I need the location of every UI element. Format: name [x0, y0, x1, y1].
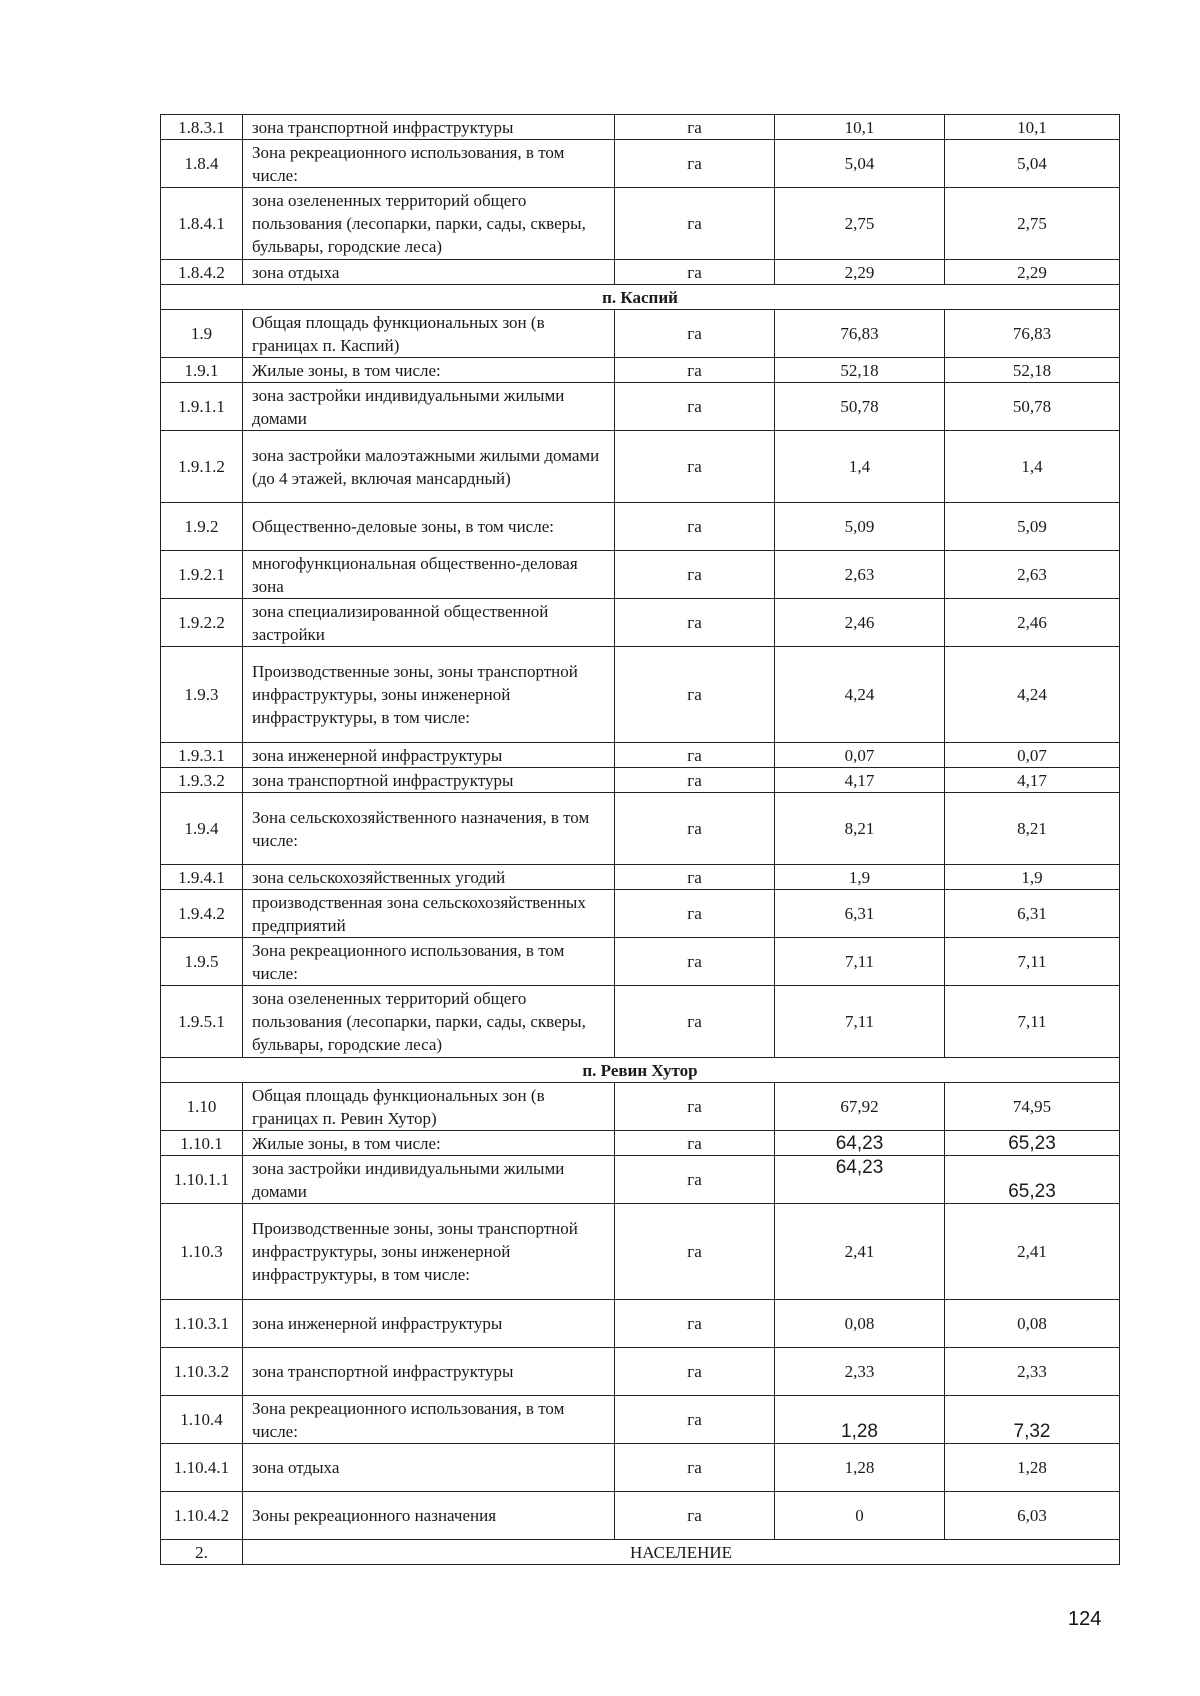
- row-name: Общественно-деловые зоны, в том числе:: [243, 503, 615, 551]
- row-number: 1.10.3.2: [161, 1348, 243, 1396]
- row-unit: га: [615, 793, 775, 865]
- row-unit: га: [615, 1300, 775, 1348]
- row-name: многофункциональная общественно-деловая зона: [243, 551, 615, 599]
- row-number: 1.10.4.1: [161, 1444, 243, 1492]
- row-unit: га: [615, 551, 775, 599]
- row-name: Производственные зоны, зоны транспортной инфраструктуры, зоны инженерной инфраструктуры, в том числе:: [243, 1204, 615, 1300]
- section-row: [161, 1058, 1120, 1083]
- row-name: Производственные зоны, зоны транспортной инфраструктуры, зоны инженерной инфраструктуры, в том числе:: [243, 647, 615, 743]
- table-row: [161, 986, 1120, 1058]
- row-unit: га: [615, 358, 775, 383]
- row-name: зона отдыха: [243, 260, 615, 285]
- row-value-1: 2,75: [775, 188, 945, 260]
- row-name: зона застройки индивидуальными жилыми домами: [243, 1156, 615, 1204]
- row-value-1: 52,18: [775, 358, 945, 383]
- table-row: [161, 1444, 1120, 1492]
- row-value-1: 76,83: [775, 310, 945, 358]
- row-value-1: 1,9: [775, 865, 945, 890]
- row-value-1: 7,11: [775, 938, 945, 986]
- table-row: [161, 310, 1120, 358]
- row-unit: га: [615, 938, 775, 986]
- row-value-1: 0: [775, 1492, 945, 1540]
- row-number: 1.9.4.1: [161, 865, 243, 890]
- row-number: 1.10.1: [161, 1131, 243, 1156]
- row-number: 1.8.4: [161, 140, 243, 188]
- row-unit: га: [615, 1348, 775, 1396]
- row-unit: га: [615, 1204, 775, 1300]
- row-name: Жилые зоны, в том числе:: [243, 1131, 615, 1156]
- row-name: зона отдыха: [243, 1444, 615, 1492]
- row-value-2: 2,75: [945, 188, 1120, 260]
- row-value-2: 6,03: [945, 1492, 1120, 1540]
- row-name: зона сельскохозяйственных угодий: [243, 865, 615, 890]
- row-value-1: 10,1: [775, 115, 945, 140]
- row-value-2: 50,78: [945, 383, 1120, 431]
- row-unit: га: [615, 1444, 775, 1492]
- table-row: [161, 743, 1120, 768]
- row-name: зона озелененных территорий общего пользования (лесопарки, парки, сады, скверы, бульвары, городские леса): [243, 188, 615, 260]
- row-name: Зона рекреационного использования, в том числе:: [243, 1396, 615, 1444]
- table-row: [161, 551, 1120, 599]
- row-unit: га: [615, 260, 775, 285]
- row-value-2: 1,28: [945, 1444, 1120, 1492]
- row-unit: га: [615, 188, 775, 260]
- row-value-2: 74,95: [945, 1083, 1120, 1131]
- table-row: [161, 115, 1120, 140]
- table-row: [161, 938, 1120, 986]
- row-value-2: 2,63: [945, 551, 1120, 599]
- row-value-2: 7,11: [945, 938, 1120, 986]
- row-value-1: 0,08: [775, 1300, 945, 1348]
- row-name: Зона рекреационного использования, в том числе:: [243, 140, 615, 188]
- row-value-1: 4,17: [775, 768, 945, 793]
- row-number: 1.10: [161, 1083, 243, 1131]
- row-value-1: 2,29: [775, 260, 945, 285]
- heading-title: НАСЕЛЕНИЕ: [243, 1540, 1120, 1565]
- row-value-1: 2,46: [775, 599, 945, 647]
- row-name: зона транспортной инфраструктуры: [243, 768, 615, 793]
- row-unit: га: [615, 310, 775, 358]
- row-number: 1.9.5: [161, 938, 243, 986]
- row-unit: га: [615, 115, 775, 140]
- row-name: Общая площадь функциональных зон (в границах п. Ревин Хутор): [243, 1083, 615, 1131]
- row-value-1: 2,33: [775, 1348, 945, 1396]
- row-number: 1.10.4.2: [161, 1492, 243, 1540]
- row-unit: га: [615, 431, 775, 503]
- row-number: 1.9.2.2: [161, 599, 243, 647]
- table-row: [161, 1300, 1120, 1348]
- row-number: 1.9.5.1: [161, 986, 243, 1058]
- row-value-2: 0,07: [945, 743, 1120, 768]
- row-number: 1.10.3.1: [161, 1300, 243, 1348]
- row-name: Зона рекреационного использования, в том числе:: [243, 938, 615, 986]
- row-number: 2.: [161, 1540, 243, 1565]
- row-number: 1.9.2.1: [161, 551, 243, 599]
- row-name: зона транспортной инфраструктуры: [243, 115, 615, 140]
- row-value-2: 4,17: [945, 768, 1120, 793]
- table-row: [161, 890, 1120, 938]
- table-row: [161, 358, 1120, 383]
- row-unit: га: [615, 768, 775, 793]
- row-value-2: 5,09: [945, 503, 1120, 551]
- row-value-2: 2,29: [945, 260, 1120, 285]
- section-title: п. Каспий: [161, 285, 1120, 310]
- row-number: 1.10.1.1: [161, 1156, 243, 1204]
- row-number: 1.9.3.2: [161, 768, 243, 793]
- row-value-1: 6,31: [775, 890, 945, 938]
- row-value-2: 6,31: [945, 890, 1120, 938]
- row-value-2: 65,23: [945, 1156, 1120, 1204]
- row-unit: га: [615, 890, 775, 938]
- table-row: [161, 140, 1120, 188]
- row-number: 1.10.4: [161, 1396, 243, 1444]
- table-row: [161, 1348, 1120, 1396]
- row-value-1: 64,23: [775, 1131, 945, 1156]
- row-name: зона озелененных территорий общего пользования (лесопарки, парки, сады, скверы, бульвары, городские леса): [243, 986, 615, 1058]
- row-value-1: 2,41: [775, 1204, 945, 1300]
- table-row: [161, 503, 1120, 551]
- row-value-1: 8,21: [775, 793, 945, 865]
- row-value-1: 5,09: [775, 503, 945, 551]
- row-value-2: 1,4: [945, 431, 1120, 503]
- row-name: зона застройки малоэтажными жилыми домами (до 4 этажей, включая мансардный): [243, 431, 615, 503]
- table-row: [161, 260, 1120, 285]
- row-number: 1.9.2: [161, 503, 243, 551]
- heading-row: [161, 1540, 1120, 1565]
- row-number: 1.8.4.1: [161, 188, 243, 260]
- row-number: 1.9.3.1: [161, 743, 243, 768]
- row-number: 1.10.3: [161, 1204, 243, 1300]
- row-value-1: 1,28: [775, 1396, 945, 1444]
- row-value-1: 7,11: [775, 986, 945, 1058]
- row-value-1: 67,92: [775, 1083, 945, 1131]
- row-unit: га: [615, 383, 775, 431]
- row-number: 1.9.1: [161, 358, 243, 383]
- row-unit: га: [615, 140, 775, 188]
- row-number: 1.9: [161, 310, 243, 358]
- row-name: зона застройки индивидуальными жилыми домами: [243, 383, 615, 431]
- row-value-1: 50,78: [775, 383, 945, 431]
- row-value-2: 2,46: [945, 599, 1120, 647]
- row-name: зона инженерной инфраструктуры: [243, 743, 615, 768]
- row-value-1: 1,28: [775, 1444, 945, 1492]
- row-unit: га: [615, 503, 775, 551]
- row-unit: га: [615, 1156, 775, 1204]
- row-unit: га: [615, 1131, 775, 1156]
- row-value-2: 2,33: [945, 1348, 1120, 1396]
- row-number: 1.9.4.2: [161, 890, 243, 938]
- table-row: [161, 1083, 1120, 1131]
- row-name: зона транспортной инфраструктуры: [243, 1348, 615, 1396]
- section-row: [161, 285, 1120, 310]
- row-unit: га: [615, 986, 775, 1058]
- row-value-2: 7,32: [945, 1396, 1120, 1444]
- row-value-1: 2,63: [775, 551, 945, 599]
- table-row: [161, 647, 1120, 743]
- table-row: [161, 1131, 1120, 1156]
- row-name: зона инженерной инфраструктуры: [243, 1300, 615, 1348]
- row-value-2: 76,83: [945, 310, 1120, 358]
- table-row: [161, 793, 1120, 865]
- row-number: 1.8.3.1: [161, 115, 243, 140]
- row-unit: га: [615, 865, 775, 890]
- row-name: производственная зона сельскохозяйственных предприятий: [243, 890, 615, 938]
- row-value-1: 0,07: [775, 743, 945, 768]
- row-value-2: 7,11: [945, 986, 1120, 1058]
- row-value-2: 52,18: [945, 358, 1120, 383]
- row-value-1: 64,23: [775, 1156, 945, 1204]
- table-row: [161, 768, 1120, 793]
- table-row: [161, 1156, 1120, 1204]
- row-name: Жилые зоны, в том числе:: [243, 358, 615, 383]
- row-value-2: 0,08: [945, 1300, 1120, 1348]
- row-number: 1.9.3: [161, 647, 243, 743]
- row-unit: га: [615, 1396, 775, 1444]
- section-title: п. Ревин Хутор: [161, 1058, 1120, 1083]
- row-value-1: 1,4: [775, 431, 945, 503]
- row-unit: га: [615, 743, 775, 768]
- row-number: 1.9.1.1: [161, 383, 243, 431]
- row-value-2: 1,9: [945, 865, 1120, 890]
- page-number: 124: [1068, 1608, 1102, 1630]
- row-value-1: 4,24: [775, 647, 945, 743]
- row-value-2: 4,24: [945, 647, 1120, 743]
- indicators-table: [160, 114, 1120, 1565]
- row-unit: га: [615, 599, 775, 647]
- row-value-1: 5,04: [775, 140, 945, 188]
- row-unit: га: [615, 647, 775, 743]
- row-value-2: 65,23: [945, 1131, 1120, 1156]
- row-value-2: 10,1: [945, 115, 1120, 140]
- table-row: [161, 188, 1120, 260]
- table-row: [161, 383, 1120, 431]
- table-row: [161, 599, 1120, 647]
- row-number: 1.9.4: [161, 793, 243, 865]
- row-unit: га: [615, 1083, 775, 1131]
- row-name: зона специализированной общественной застройки: [243, 599, 615, 647]
- row-value-2: 8,21: [945, 793, 1120, 865]
- row-number: 1.9.1.2: [161, 431, 243, 503]
- table-row: [161, 1396, 1120, 1444]
- row-name: Зоны рекреационного назначения: [243, 1492, 615, 1540]
- row-value-2: 5,04: [945, 140, 1120, 188]
- row-unit: га: [615, 1492, 775, 1540]
- row-number: 1.8.4.2: [161, 260, 243, 285]
- row-value-2: 2,41: [945, 1204, 1120, 1300]
- row-name: Зона сельскохозяйственного назначения, в том числе:: [243, 793, 615, 865]
- table-row: [161, 865, 1120, 890]
- table-row: [161, 1204, 1120, 1300]
- table-row: [161, 1492, 1120, 1540]
- table-row: [161, 431, 1120, 503]
- row-name: Общая площадь функциональных зон (в границах п. Каспий): [243, 310, 615, 358]
